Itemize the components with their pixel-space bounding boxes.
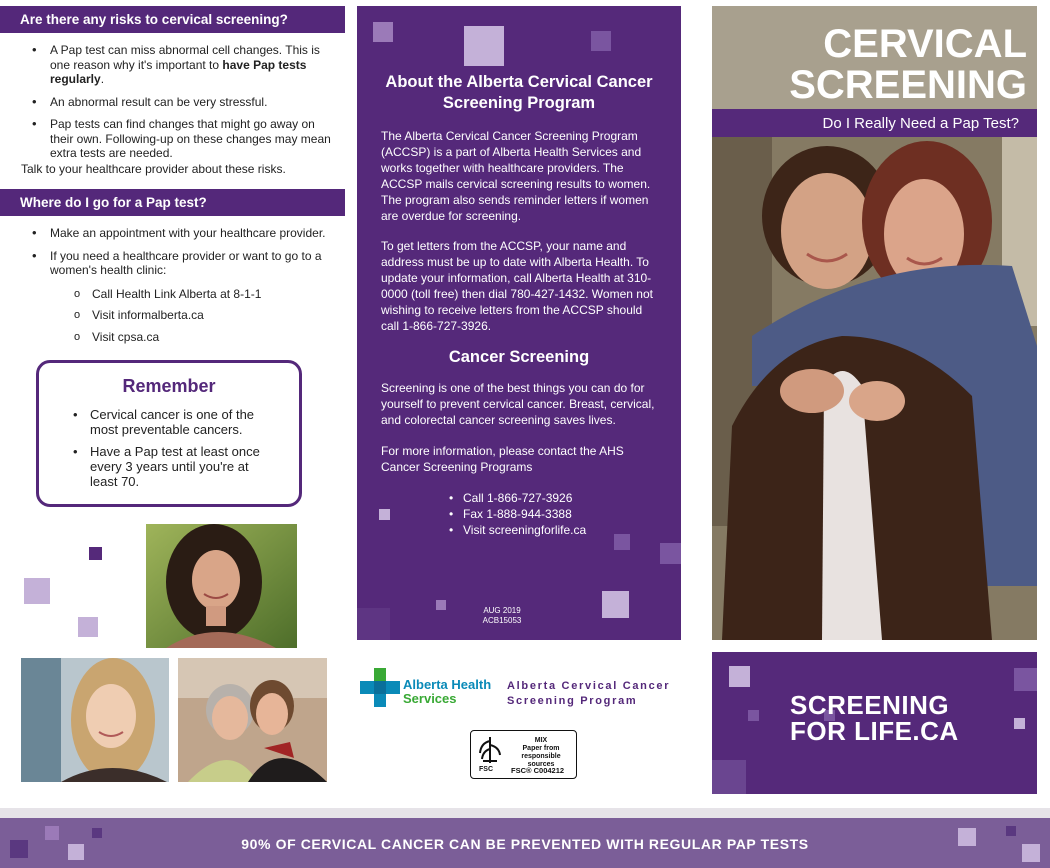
- about-paragraph: The Alberta Cervical Cancer Screening Program (ACCSP) is a part of Alberta Health Services and works together with healthcare providers. The ACCSP mails cervical screening results to women. The program also sends reminder letters if women are overdue for screening.: [381, 129, 651, 223]
- decorative-square: [373, 22, 393, 42]
- fsc-tree-icon: [477, 735, 503, 765]
- cover-title-line2: SCREENING: [789, 63, 1027, 107]
- accsp-line2: Screening Program: [507, 695, 638, 707]
- list-item: [32, 43, 332, 87]
- screening-for-life-panel: [712, 652, 1037, 794]
- footer-divider: [0, 808, 1050, 818]
- risks-list: [32, 43, 332, 169]
- fsc-certification-badge: [470, 730, 577, 779]
- where-heading: Where do I go for a Pap test?: [0, 189, 345, 216]
- publication-code: [357, 606, 647, 626]
- cancer-screening-heading: Cancer Screening: [448, 348, 590, 366]
- decorative-square: [1014, 718, 1025, 729]
- resource-item: o Call Health Link Alberta at 8-1-1: [74, 287, 332, 302]
- fsc-mix: MIX: [534, 737, 548, 744]
- photo-blonde-woman-graphic: [21, 658, 169, 782]
- decorative-square: [729, 666, 750, 687]
- about-title: About the Alberta Cervical Cancer Screening Program: [385, 73, 653, 112]
- risk-item-text: A Pap test can miss abnormal cell changes. This is one reason why it's important to: [50, 43, 320, 72]
- list-item: • Make an appointment with your healthcare provider.: [32, 226, 332, 241]
- decorative-square: [660, 543, 681, 564]
- fsc-mix-text: [509, 737, 573, 769]
- photo-young-woman: [146, 524, 297, 648]
- risk-item-bold: have Pap tests regularly: [50, 57, 307, 86]
- cover-subtitle: Do I Really Need a Pap Test?: [712, 109, 1037, 137]
- where-item-text: If you need a healthcare provider or want to go to a women's health clinic:: [50, 248, 322, 277]
- risk-item-end: .: [100, 72, 105, 86]
- decorative-square: [24, 578, 50, 604]
- decorative-square: [591, 31, 611, 51]
- more-info-paragraph: For more information, please contact the AHS Cancer Screening Programs: [381, 444, 624, 474]
- remember-box: [36, 360, 302, 507]
- footer-banner: [0, 818, 1050, 868]
- list-item: • Have a Pap test at least once every 3 years until you're at least 70.: [73, 444, 273, 489]
- cover-panel: [712, 6, 1037, 640]
- contact-website: • Visit screeningforlife.ca: [449, 522, 586, 538]
- contact-phone: • Call 1-866-727-3926: [449, 490, 586, 506]
- screening-for-life-logo: [790, 692, 959, 744]
- accsp-line1: Alberta Cervical Cancer: [507, 680, 671, 692]
- decorative-square: [1006, 826, 1016, 836]
- brand-line1: SCREENING: [790, 690, 950, 720]
- resource-item: o Visit informalberta.ca: [74, 308, 332, 323]
- decorative-square: [712, 760, 746, 794]
- cover-title: [789, 24, 1027, 106]
- photo-young-woman-graphic: [146, 524, 297, 648]
- list-item: • Pap tests can find changes that might go away on their own. Following-up on these changes may mean extra tests are needed.: [32, 117, 332, 161]
- resource-item: o Visit cpsa.ca: [74, 330, 332, 345]
- risks-heading: Are there any risks to cervical screening?: [0, 6, 345, 33]
- remember-list: [73, 407, 273, 489]
- decorative-square: [464, 26, 504, 66]
- fsc-paper: Paper from responsible sources: [521, 745, 561, 768]
- list-item: • Cervical cancer is one of the most preventable cancers.: [73, 407, 273, 437]
- photo-mother-daughter-graphic: [178, 658, 327, 782]
- publication-id: ACB15053: [482, 616, 522, 625]
- remember-title: Remember: [122, 376, 216, 396]
- decorative-square: [614, 534, 630, 550]
- ahs-line1: Alberta Health: [403, 677, 492, 692]
- photo-blonde-woman: [21, 658, 169, 782]
- decorative-square: [379, 509, 390, 520]
- resource-list: [74, 287, 332, 345]
- contact-list: [449, 490, 586, 538]
- ahs-cross-icon: [360, 668, 400, 708]
- list-item: • An abnormal result can be very stressful.: [32, 95, 332, 110]
- decorative-square: [89, 547, 102, 560]
- footer-message: 90% OF CERVICAL CANCER CAN BE PREVENTED WITH REGULAR PAP TESTS: [241, 836, 809, 852]
- decorative-square: [748, 710, 759, 721]
- fsc-code: FSC® C004212: [511, 766, 565, 775]
- screening-paragraph: Screening is one of the best things you can do for yourself to prevent cervical cancer. Breast, cervical, and colorectal cancer screening saves lives.: [381, 381, 655, 427]
- contact-info-paragraph: To get letters from the ACCSP, your name and address must be up to date with Alberta Health. To update your information, call Alberta Health at 310-0000 (toll free) then dial 780-427-1432. Women not wishing to receive letters from the ACCSP should call 1-866-727-3926.: [381, 239, 653, 333]
- where-list: [32, 226, 332, 352]
- photo-mother-daughter: [178, 658, 327, 782]
- decorative-square: [78, 617, 98, 637]
- cover-title-line1: CERVICAL: [823, 22, 1027, 66]
- accsp-wordmark: [507, 679, 670, 709]
- about-panel: [357, 6, 681, 640]
- risks-note: Talk to your healthcare provider about these risks.: [21, 162, 286, 176]
- publication-date: AUG 2019: [483, 606, 521, 615]
- list-item: [32, 249, 332, 345]
- brand-line2: FOR LIFE.CA: [790, 716, 959, 746]
- decorative-square: [1014, 668, 1037, 691]
- ahs-wordmark: [403, 678, 491, 706]
- fsc-label: FSC: [479, 766, 493, 773]
- ahs-line2: Services: [403, 691, 457, 706]
- contact-fax: • Fax 1-888-944-3388: [449, 506, 586, 522]
